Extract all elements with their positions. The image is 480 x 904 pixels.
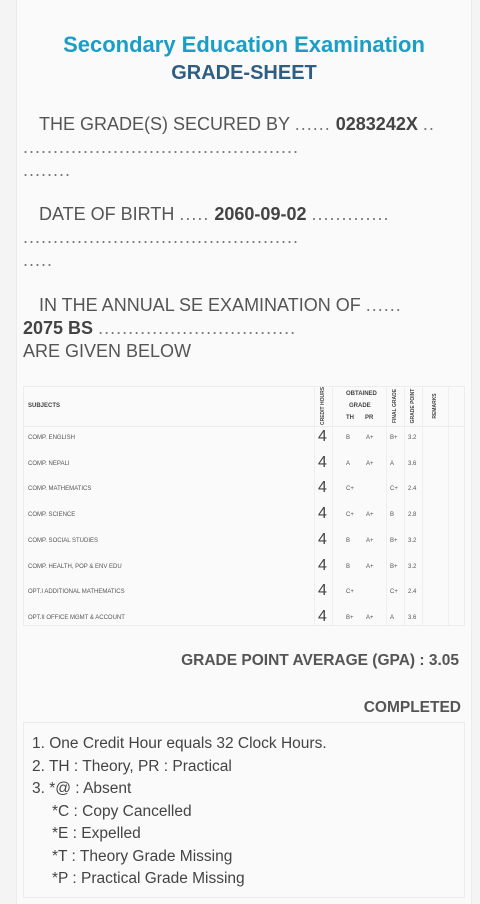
grade-point-header: GRADE POINT [410, 388, 416, 424]
notes-box [23, 722, 465, 898]
note-item: 2. TH : Theory, PR : Practical [32, 757, 232, 775]
table-row [24, 425, 464, 450]
table-row [24, 476, 464, 501]
theory-grade: B [346, 563, 351, 570]
grade-header: GRADE [349, 403, 371, 409]
credit-hours: 4 [318, 428, 327, 445]
exam-title: Secondary Education Examination [63, 32, 425, 57]
credit-hours: 4 [318, 556, 327, 574]
theory-grade: B [346, 537, 351, 544]
credit-hours: 4 [318, 453, 327, 471]
practical-grade: A+ [366, 537, 374, 544]
credit-hours: 4 [318, 582, 327, 600]
theory-grade: B+ [346, 614, 354, 621]
dob-label: DATE OF BIRTH [39, 204, 175, 224]
subject-name: OPT.I ADDITIONAL MATHEMATICS [28, 589, 125, 596]
practical-grade: A+ [366, 460, 374, 467]
note-item: 3. *@ : Absent [32, 780, 132, 797]
theory-grade: B [346, 435, 351, 441]
subject-name: COMP. MATHEMATICS [28, 486, 92, 493]
obtained-header: OBTAINED [346, 391, 377, 397]
symbol-number: 0283242X [335, 114, 418, 134]
grade-point: 3.6 [408, 460, 417, 467]
practical-grade: A+ [366, 563, 374, 570]
theory-grade: C+ [346, 589, 354, 596]
status-completed: COMPLETED [363, 699, 461, 716]
final-grade: C+ [390, 589, 398, 596]
final-grade: B+ [390, 563, 398, 570]
credit-hours: 4 [318, 505, 327, 523]
practical-grade: A+ [366, 512, 374, 519]
final-grade: B+ [390, 435, 398, 441]
grade-sheet [16, 0, 472, 904]
sheet-subtitle: GRADE-SHEET [171, 62, 317, 84]
grade-point: 3.2 [408, 563, 417, 570]
exam-year: 2075 BS [23, 318, 94, 338]
subject-name: COMP. ENGLISH [28, 435, 75, 441]
given-below-label: ARE GIVEN BELOW [23, 341, 192, 361]
credit-hours: 4 [318, 530, 327, 548]
table-row [24, 502, 464, 527]
theory-grade: C+ [346, 486, 354, 493]
final-grade: B+ [390, 537, 398, 544]
note-item: 1. One Credit Hour equals 32 Clock Hours. [32, 735, 327, 752]
grade-point: 3.2 [408, 537, 417, 544]
table-row [24, 528, 464, 553]
subject-name: COMP. SOCIAL STUDIES [28, 537, 99, 544]
note-item: *C : Copy Cancelled [52, 802, 192, 820]
subjects-header: SUBJECTS [28, 403, 61, 409]
grade-point: 3.6 [408, 614, 417, 621]
note-item: *T : Theory Grade Missing [52, 847, 233, 865]
credit-hours: 4 [318, 607, 327, 625]
pr-header: PR [365, 415, 374, 421]
secured-by-block: THE GRADE(S) SECURED BY ...... 0283242X .. .............................................. ........ [23, 114, 435, 180]
gpa-summary: GRADE POINT AVERAGE (GPA) : 3.05 [181, 652, 459, 669]
practical-grade: A+ [366, 614, 374, 621]
subject-name: OPT.II OFFICE MGMT & ACCOUNT [28, 614, 125, 621]
grade-point: 2.8 [408, 512, 417, 519]
th-header: TH [346, 415, 354, 421]
final-grade-header: FINAL GRADE [392, 388, 398, 424]
subject-name: COMP. SCIENCE [28, 512, 76, 519]
note-item: *E : Expelled [52, 825, 141, 842]
grade-point: 2.4 [408, 589, 417, 596]
final-grade: B [390, 512, 395, 519]
secured-by-label: THE GRADE(S) SECURED BY [39, 114, 290, 134]
table-row [24, 579, 464, 604]
marks-table [23, 386, 465, 626]
note-item: *P : Practical Grade Missing [52, 870, 245, 887]
table-row [24, 605, 464, 630]
grade-point: 2.4 [408, 486, 417, 493]
final-grade: C+ [390, 486, 398, 493]
practical-grade: A+ [366, 435, 374, 441]
table-row [24, 451, 464, 476]
marks-table-header [24, 387, 464, 427]
credit-hours: 4 [318, 479, 327, 497]
final-grade: A [390, 614, 395, 621]
exam-block: IN THE ANNUAL SE EXAMINATION OF ...... 2075 BS ................................. ARE GIVEN BELOW [23, 294, 467, 363]
remarks-header: REMARKS [432, 393, 438, 419]
theory-grade: C+ [346, 512, 354, 519]
grade-point: 3.2 [408, 435, 417, 441]
final-grade: A [390, 460, 395, 467]
table-row [24, 554, 464, 579]
dob-value: 2060-09-02 [214, 204, 307, 224]
dob-block: DATE OF BIRTH ..... 2060-09-02 ............. .............................................. ..... [23, 204, 390, 270]
exam-label: IN THE ANNUAL SE EXAMINATION OF [39, 295, 361, 315]
subject-name: COMP. NEPALI [28, 460, 70, 467]
credit-hours-header: CREDIT HOURS [320, 386, 326, 426]
subject-name: COMP. HEALTH, POP & ENV EDU [28, 563, 122, 570]
theory-grade: A [346, 460, 351, 467]
